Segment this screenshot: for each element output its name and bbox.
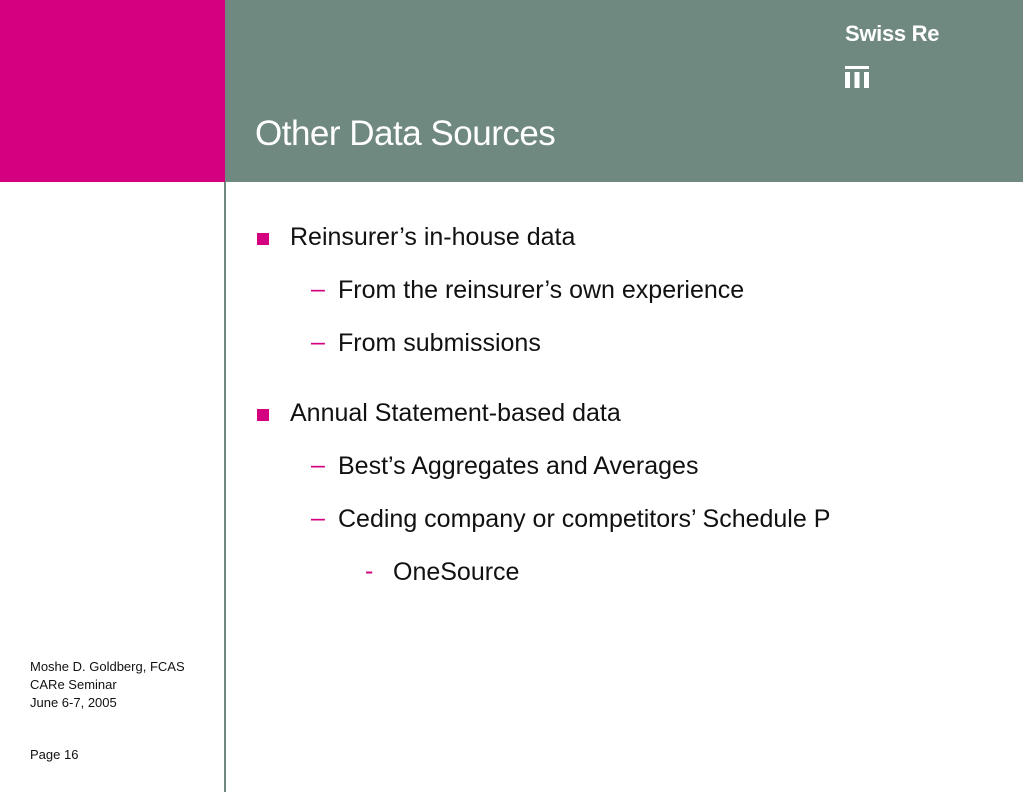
square-bullet-icon: [257, 233, 269, 245]
swiss-re-logo-icon: [845, 66, 869, 88]
list-item: Ceding company or competitors’ Schedule P: [338, 505, 831, 533]
list-item: Best’s Aggregates and Averages: [338, 452, 699, 480]
footer-author: Moshe D. Goldberg, FCAS: [30, 659, 185, 674]
dash-bullet-icon: –: [311, 275, 325, 303]
footer-date: June 6-7, 2005: [30, 695, 117, 710]
page-number: Page 16: [30, 747, 79, 762]
slide-title: Other Data Sources: [255, 114, 556, 153]
list-item: Annual Statement-based data: [290, 399, 621, 427]
square-bullet-icon: [257, 409, 269, 421]
list-item: From submissions: [338, 329, 541, 357]
dash-bullet-icon: –: [311, 451, 325, 479]
list-item: Reinsurer’s in-house data: [290, 223, 576, 251]
dash-bullet-icon: –: [311, 504, 325, 532]
vertical-divider: [224, 182, 226, 792]
list-item: From the reinsurer’s own experience: [338, 276, 745, 304]
small-dash-bullet-icon: -: [365, 557, 374, 585]
footer-event: CARe Seminar: [30, 677, 117, 692]
brand-logo-text: Swiss Re: [845, 21, 940, 46]
list-item: OneSource: [393, 558, 520, 586]
accent-block: [0, 0, 225, 182]
dash-bullet-icon: –: [311, 328, 325, 356]
